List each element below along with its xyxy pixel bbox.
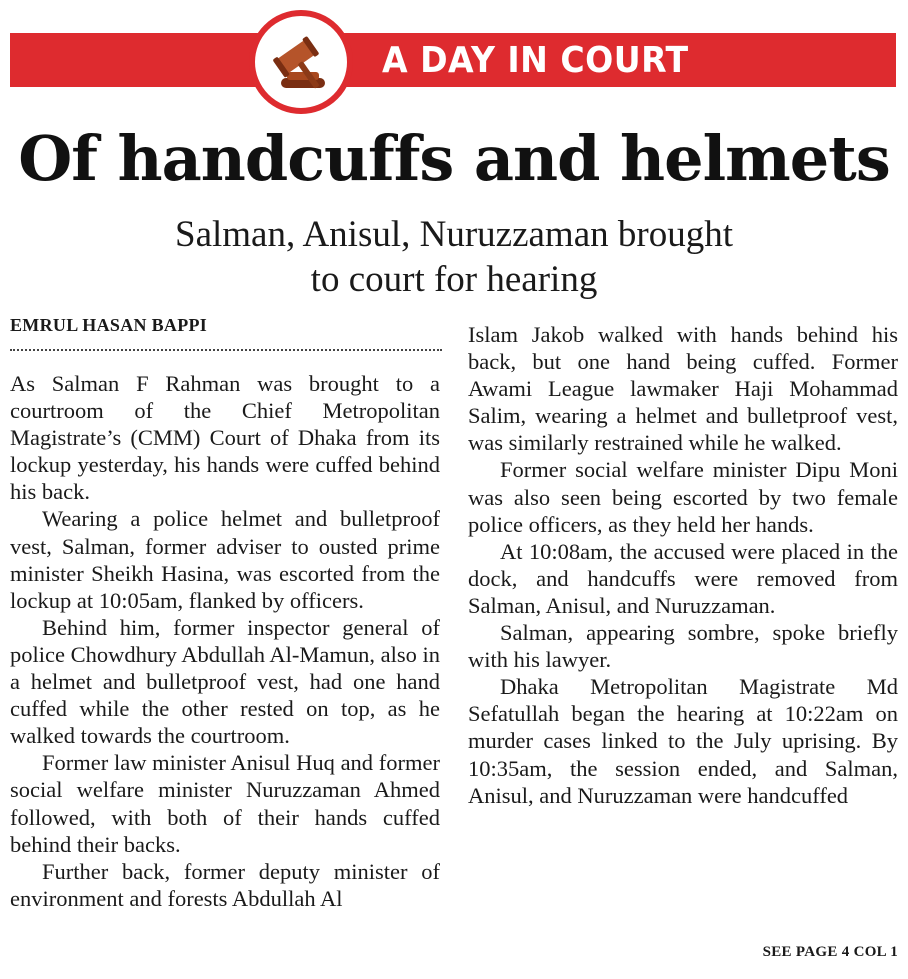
paragraph: As Salman F Rahman was brought to a courtroom of the Chief Metropolitan Magistrate’s (CMM) Court of Dhaka from its lockup yesterday, his hands were cuffed behind his back. [10,371,440,505]
section-label: A DAY IN COURT [382,40,689,81]
paragraph: Salman, appearing sombre, spoke briefly with his lawyer. [468,620,898,673]
paragraph: Wearing a police helmet and bulletproof vest, Salman, former adviser to ousted prime minister Sheikh Hasina, was escorted from the lockup at 10:05am, flanked by officers. [10,506,440,613]
paragraph: Islam Jakob walked with hands behind his back, but one hand being cuffed. Former Awami League lawmaker Haji Mohammad Salim, wearing a helmet and bulletproof vest, was similarly restrained while he walked. [468,322,898,456]
continuation-note: SEE PAGE 4 COL 1 [762,944,898,960]
subheadline-line-2: to court for hearing [310,259,598,300]
byline: EMRUL HASAN BAPPI [10,315,208,335]
section-badge [249,10,353,114]
paragraph: Former social welfare minister Dipu Moni was also seen being escorted by two female police officers, as they held her hands. [468,457,898,537]
gavel-icon [259,20,343,104]
subheadline-line-1: Salman, Anisul, Nuruzzaman brought [175,214,733,255]
left-column [10,370,440,912]
paragraph: At 10:08am, the accused were placed in the dock, and handcuffs were removed from Salman, Anisul, and Nuruzzaman. [468,538,898,618]
paragraph: Dhaka Metropolitan Magistrate Md Sefatullah began the hearing at 10:22am on murder cases linked to the July uprising. By 10:35am, the session ended, and Salman, Anisul, and Nuruzzaman were handcuffed [468,674,898,808]
subheadline [0,212,908,302]
right-column [468,321,898,809]
paragraph: Former law minister Anisul Huq and former social welfare minister Nuruzzaman Ahmed followed, with both of their hands cuffed behind their backs. [10,750,440,857]
paragraph: Further back, former deputy minister of environment and forests Abdullah Al [10,858,440,911]
paragraph: Behind him, former inspector general of police Chowdhury Abdullah Al-Mamun, also in a helmet and bulletproof vest, had one hand cuffed while the other rested on top, as he walked towards the courtroom. [10,614,440,749]
byline-divider [10,349,442,351]
headline: Of handcuffs and helmets [18,122,890,195]
